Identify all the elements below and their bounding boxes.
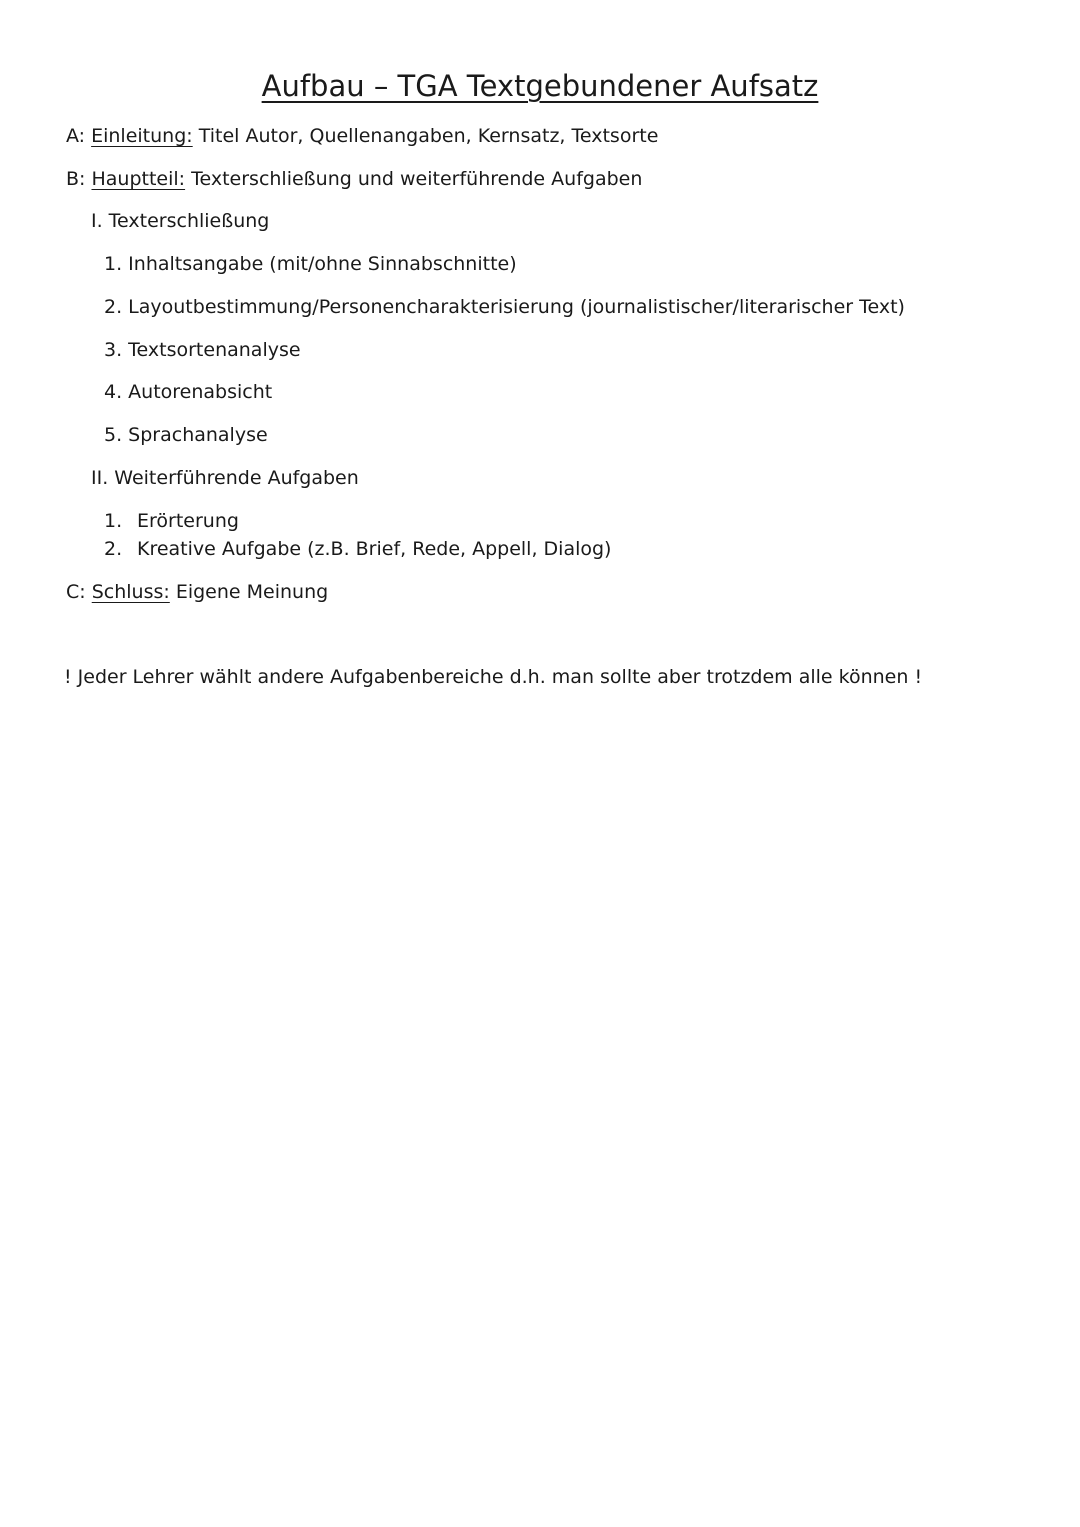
part-1-item: 3. Textsortenanalyse	[104, 339, 301, 361]
section-a-label: Einleitung:	[91, 125, 193, 147]
section-b-prefix: B:	[66, 168, 92, 190]
part-2-item	[104, 507, 239, 535]
part-2-item	[104, 535, 611, 563]
section-a-line	[66, 122, 658, 150]
section-b-label: Hauptteil:	[91, 168, 186, 190]
section-c-text: Eigene Meinung	[169, 581, 329, 603]
part-1-heading: I. Texterschließung	[91, 210, 270, 232]
part-2-heading: II. Weiterführende Aufgaben	[91, 467, 359, 489]
part-1-item: 4. Autorenabsicht	[104, 381, 273, 403]
section-c-label: Schluss:	[91, 581, 170, 603]
part-2-item-text: Erörterung	[137, 510, 239, 532]
section-a-text: Titel Autor, Quellenangaben, Kernsatz, Textsorte	[192, 125, 659, 147]
part-2-item-text: Kreative Aufgabe (z.B. Brief, Rede, Appell, Dialog)	[137, 538, 612, 560]
section-c-prefix: C:	[66, 581, 92, 603]
section-b-line	[66, 165, 642, 193]
section-c-line	[66, 578, 328, 606]
teacher-note: ! Jeder Lehrer wählt andere Aufgabenbereiche d.h. man sollte aber trotzdem alle können !	[64, 666, 923, 688]
part-1-item: 5. Sprachanalyse	[104, 424, 268, 446]
part-2-item-number: 2.	[104, 538, 123, 560]
part-2-item-number: 1.	[104, 510, 123, 532]
section-b-text: Texterschließung und weiterführende Aufgaben	[185, 168, 643, 190]
document-title: Aufbau – TGA Textgebundener Aufsatz	[261, 69, 819, 103]
part-1-item: 1. Inhaltsangabe (mit/ohne Sinnabschnitte)	[104, 253, 517, 275]
section-a-prefix: A:	[66, 125, 92, 147]
part-1-item: 2. Layoutbestimmung/Personencharakterisierung (journalistischer/literarischer Text)	[104, 296, 905, 318]
